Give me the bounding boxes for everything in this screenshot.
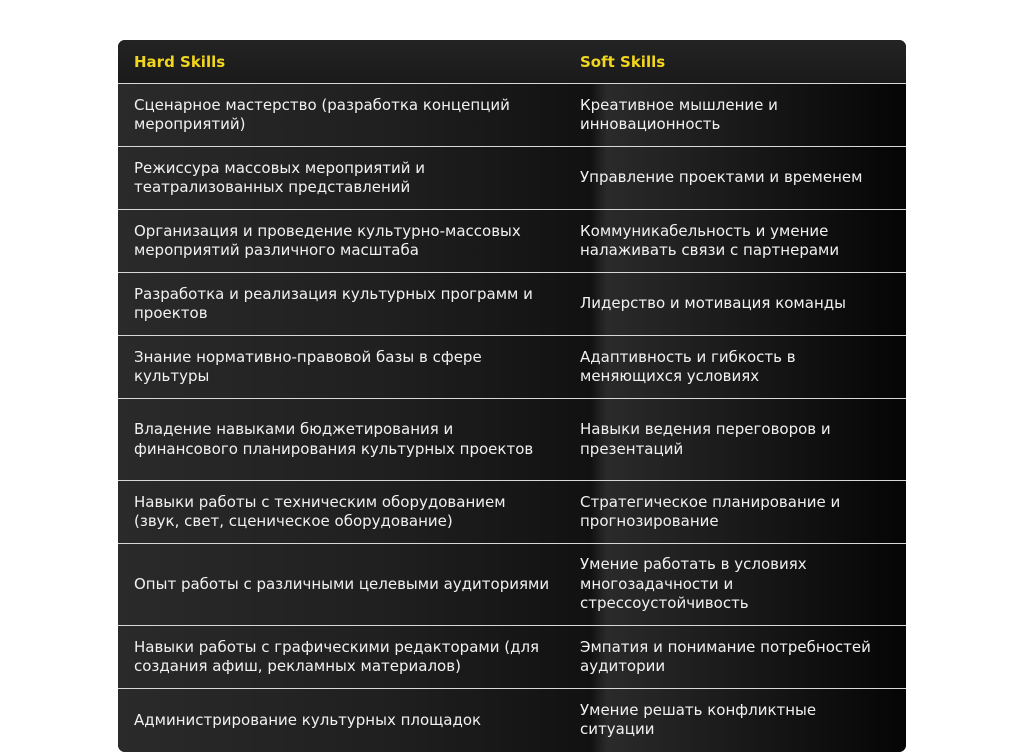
hard-skill-cell: Знание нормативно-правовой базы в сфере культуры [118,336,564,399]
table-row [118,147,906,210]
hard-skill-cell: Владение навыками бюджетирования и финансового планирования культурных проектов [118,399,564,481]
skills-table-container [118,40,906,752]
header-soft-skills: Soft Skills [564,40,906,84]
soft-skill-cell: Стратегическое планирование и прогнозирование [564,481,906,544]
hard-skill-cell: Разработка и реализация культурных программ и проектов [118,273,564,336]
soft-skill-cell: Эмпатия и понимание потребностей аудитории [564,626,906,689]
soft-skill-cell: Креативное мышление и инновационность [580,95,778,133]
hard-skill-cell: Сценарное мастерство (разработка концепций мероприятий) [134,95,510,133]
hard-skill-cell: Навыки работы с техническим оборудованием (звук, свет, сценическое оборудование) [118,481,564,544]
soft-skill-cell: Навыки ведения переговоров и презентаций [564,399,906,481]
table-row [118,481,906,544]
table-row [118,626,906,689]
header-row [118,40,906,84]
table-row [118,273,906,336]
table-row [118,210,906,273]
table-row [118,689,906,752]
hard-skill-cell: Организация и проведение культурно-массовых мероприятий различного масштаба [118,210,564,273]
hard-skill-cell: Опыт работы с различными целевыми аудиториями [118,544,564,626]
hard-skill-cell: Навыки работы с графическими редакторами (для создания афиш, рекламных материалов) [118,626,564,689]
soft-skill-cell: Управление проектами и временем [564,147,906,210]
skills-table [118,40,906,752]
table-row [118,399,906,481]
table-row [118,544,906,626]
table-body [118,84,906,752]
soft-skill-cell: Лидерство и мотивация команды [564,273,906,336]
hard-skill-cell: Администрирование культурных площадок [118,689,564,752]
soft-skill-cell: Умение решать конфликтные ситуации [564,689,906,752]
soft-skill-cell: Умение работать в условиях многозадачности и стрессоустойчивость [564,544,906,626]
table-header [118,40,906,84]
soft-skill-cell: Адаптивность и гибкость в меняющихся условиях [564,336,906,399]
soft-skill-cell: Коммуникабельность и умение налаживать связи с партнерами [564,210,906,273]
table-row [118,84,906,147]
hard-skill-cell: Режиссура массовых мероприятий и театрализованных представлений [118,147,564,210]
header-hard-skills: Hard Skills [118,40,564,84]
table-row [118,336,906,399]
